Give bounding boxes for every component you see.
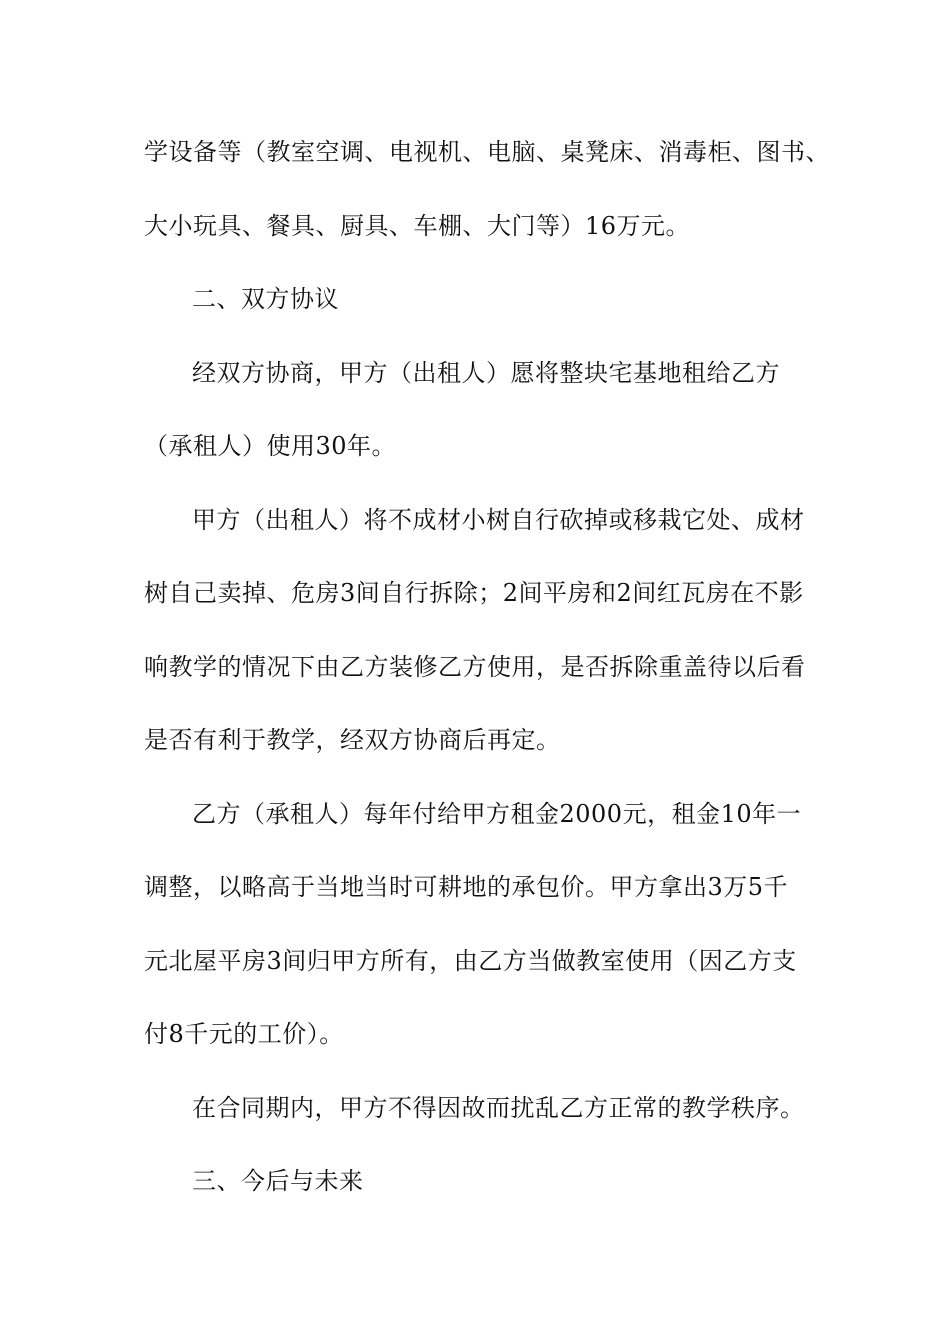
text-line-11: 调整，以略高于当地当时可耕地的承包价。甲方拿出3万5千 bbox=[144, 873, 789, 901]
text-line-5: （承租人）使用30年。 bbox=[144, 432, 397, 460]
section-heading-2: 二、双方协议 bbox=[192, 285, 339, 313]
text-line-10: 乙方（承租人）每年付给甲方租金2000元，租金10年一 bbox=[192, 799, 802, 828]
text-line-14: 在合同期内，甲方不得因故而扰乱乙方正常的教学秩序。 bbox=[192, 1093, 805, 1122]
text-line-8: 响教学的情况下由乙方装修乙方使用，是否拆除重盖待以后看 bbox=[144, 652, 806, 681]
text-line-6: 甲方（出租人）将不成材小树自行砍掉或移栽它处、成材 bbox=[192, 505, 805, 534]
document-body bbox=[144, 126, 830, 1229]
text-line-2: 大小玩具、餐具、厨具、车棚、大门等）16万元。 bbox=[144, 211, 691, 240]
text-line-4: 经双方协商，甲方（出租人）愿将整块宅基地租给乙方 bbox=[192, 358, 780, 387]
text-line-13: 付8千元的工价）。 bbox=[144, 1020, 344, 1048]
text-line-9: 是否有利于教学，经双方协商后再定。 bbox=[144, 726, 561, 754]
text-line-1: 学设备等（教室空调、电视机、电脑、桌凳床、消毒柜、图书、 bbox=[144, 138, 830, 166]
text-line-7: 树自己卖掉、危房3间自行拆除；2间平房和2间红瓦房在不影 bbox=[144, 579, 804, 607]
text-line-12: 元北屋平房3间归甲方所有，由乙方当做教室使用（因乙方支 bbox=[144, 946, 797, 975]
section-heading-3: 三、今后与未来 bbox=[192, 1167, 364, 1195]
